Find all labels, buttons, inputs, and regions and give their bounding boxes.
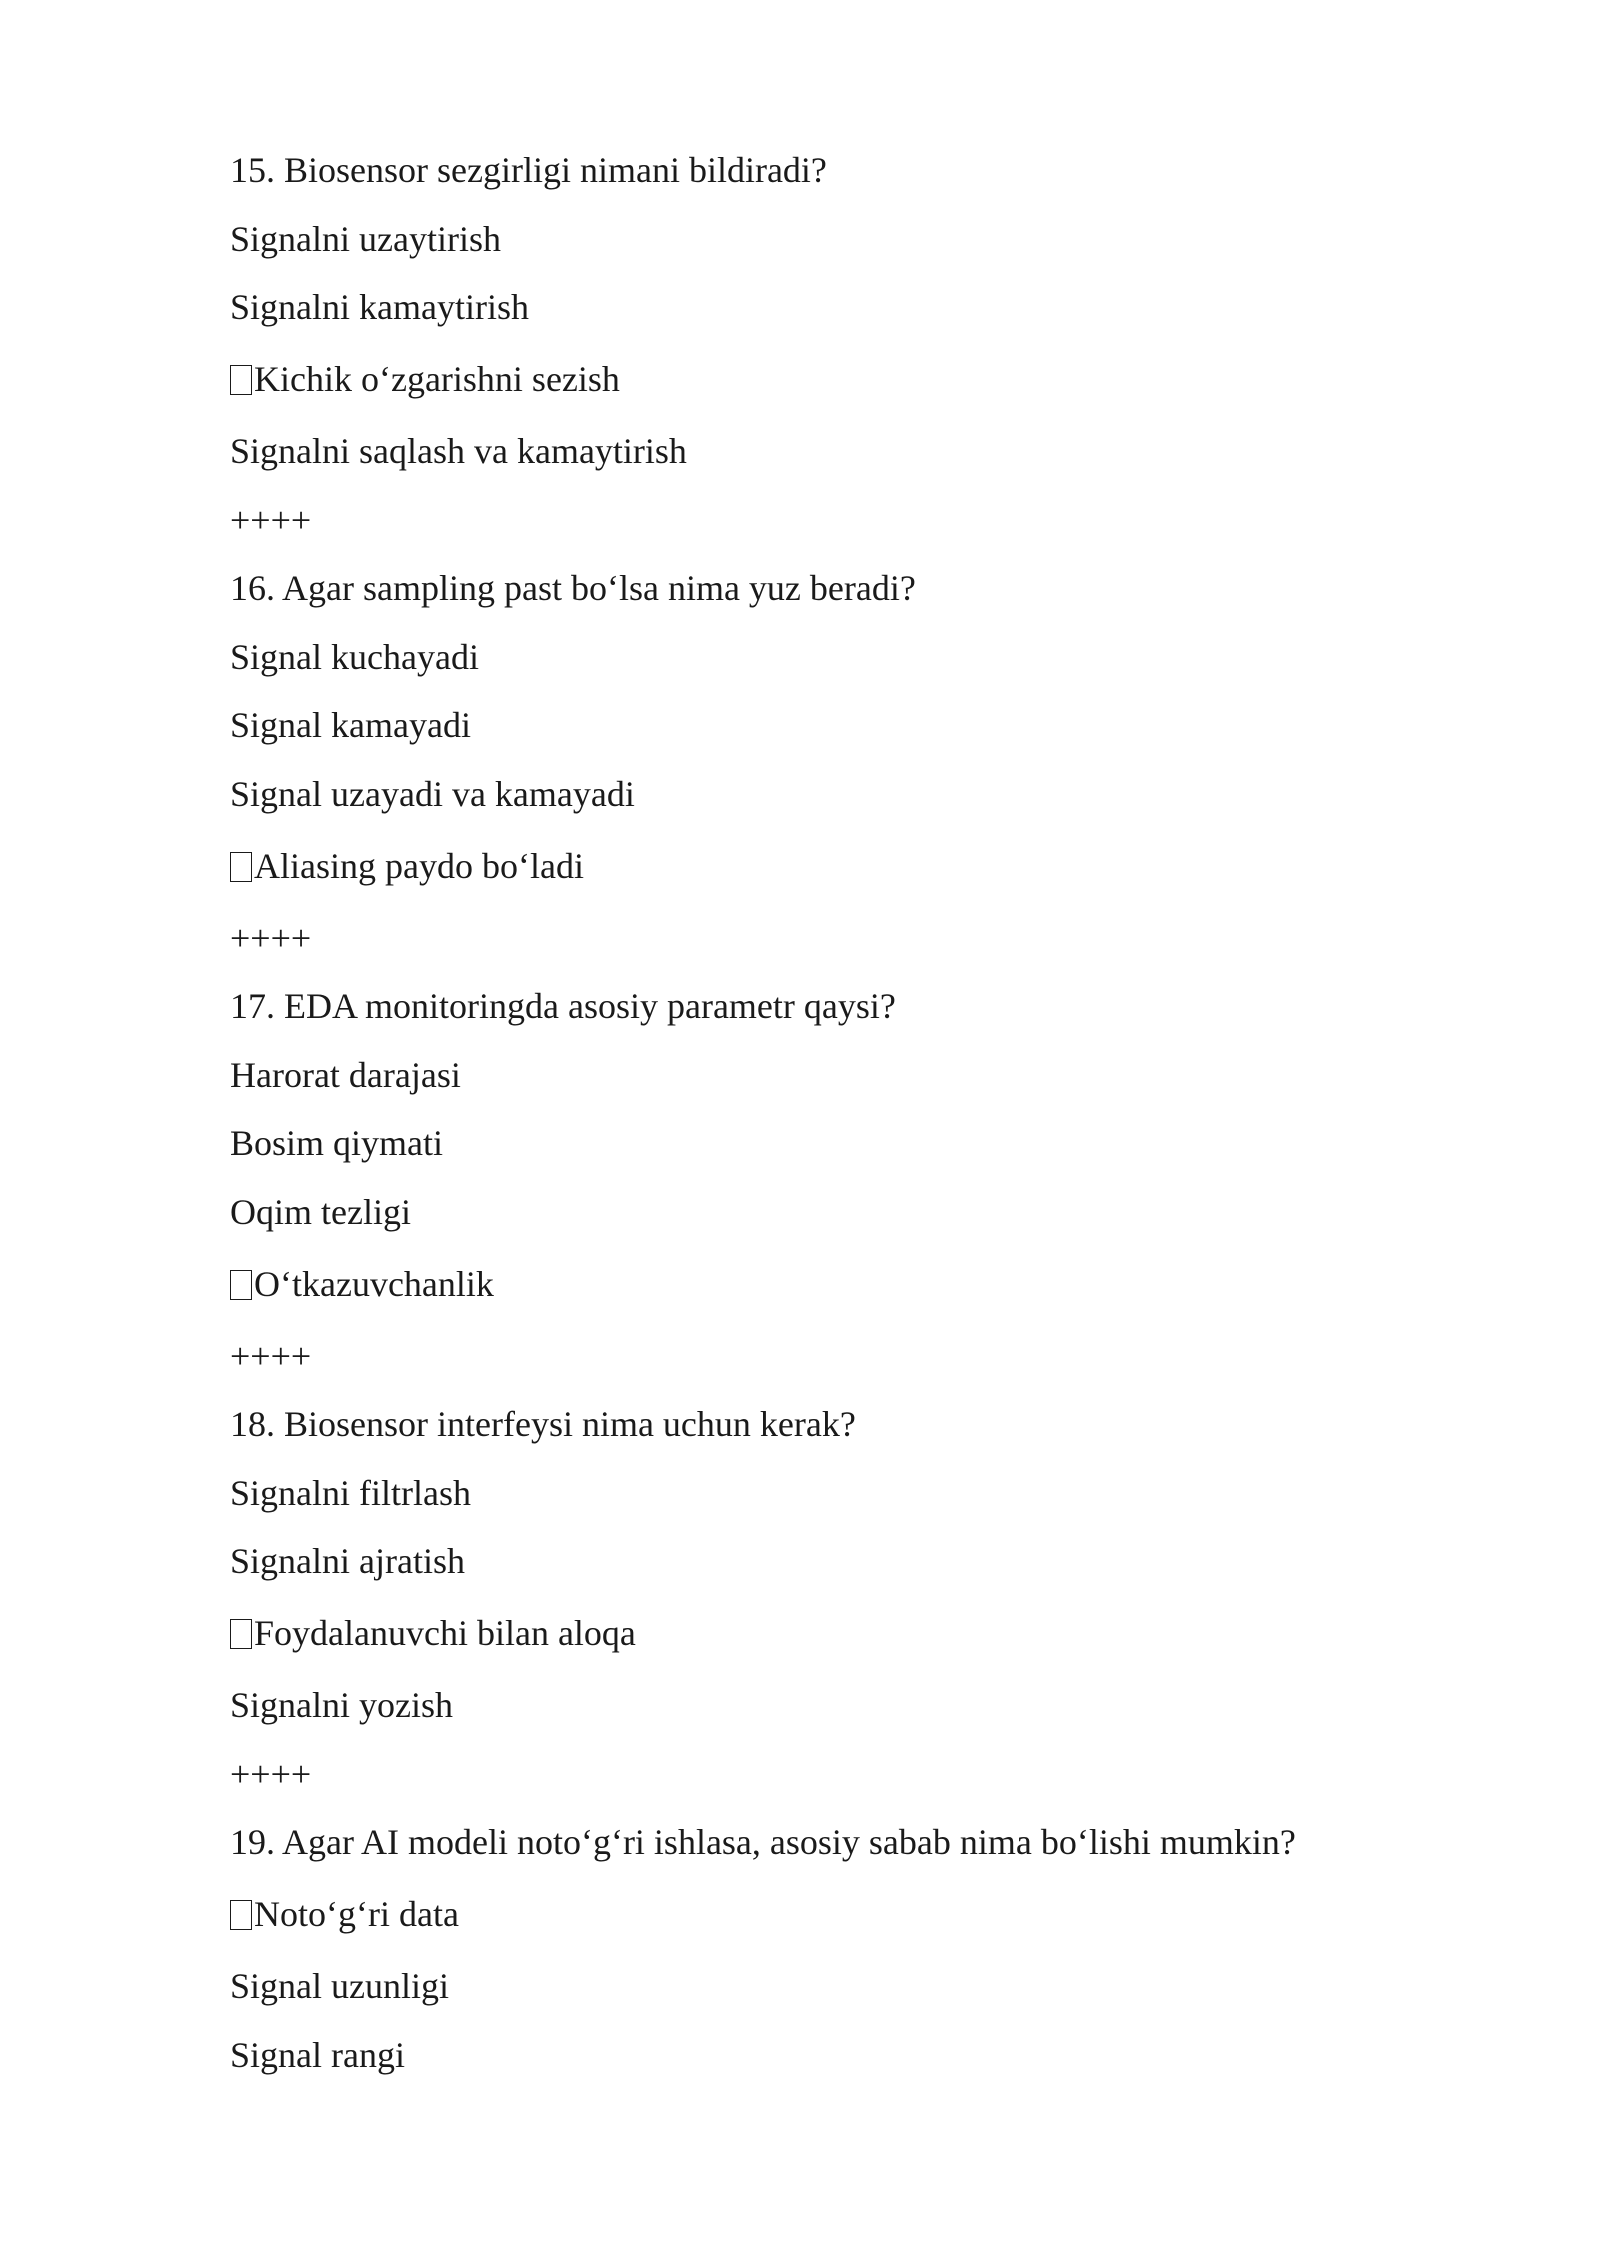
separator: ++++	[230, 499, 312, 540]
option-label: Noto‘g‘ri data	[254, 1894, 459, 1934]
missing-glyph-icon	[230, 365, 252, 395]
option-correct	[230, 1264, 1480, 1304]
separator: ++++	[230, 1335, 312, 1376]
option: Signal uzayadi va kamayadi	[230, 773, 635, 814]
option-label: Kichik o‘zgarishni sezish	[254, 359, 620, 399]
option: Signal kuchayadi	[230, 636, 479, 677]
option: Signalni kamaytirish	[230, 287, 529, 327]
option-correct	[230, 1894, 1480, 1934]
option-correct	[230, 846, 1480, 886]
missing-glyph-icon	[230, 852, 252, 882]
option-label: O‘tkazuvchanlik	[254, 1263, 494, 1304]
option: Oqim tezligi	[230, 1191, 411, 1232]
question-text: 15. Biosensor sezgirligi nimani bildiradi?	[230, 150, 827, 190]
question-text: 16. Agar sampling past bo‘lsa nima yuz beradi?	[230, 568, 916, 608]
option: Signalni yozish	[230, 1685, 453, 1725]
option: Harorat darajasi	[230, 1054, 461, 1095]
question-text: 17. EDA monitoringda asosiy parametr qaysi?	[230, 986, 896, 1026]
question-text: 18. Biosensor interfeysi nima uchun kerak?	[230, 1404, 856, 1444]
separator: ++++	[230, 917, 312, 958]
option: Signal uzunligi	[230, 1966, 449, 2006]
option: Signalni filtrlash	[230, 1472, 471, 1513]
option-correct	[230, 359, 1480, 399]
option-label: Foydalanuvchi bilan aloqa	[254, 1613, 636, 1653]
option: Signalni uzaytirish	[230, 218, 501, 259]
separator: ++++	[230, 1753, 312, 1794]
option: Signalni saqlash va kamaytirish	[230, 431, 687, 471]
question-text: 19. Agar AI modeli noto‘g‘ri ishlasa, asosiy sabab nima bo‘lishi mumkin?	[230, 1822, 1296, 1862]
option: Signal kamayadi	[230, 705, 471, 745]
document-page	[230, 150, 1480, 2075]
missing-glyph-icon	[230, 1619, 252, 1649]
option-correct	[230, 1613, 1480, 1653]
option: Signalni ajratish	[230, 1541, 465, 1581]
option: Bosim qiymati	[230, 1123, 444, 1163]
option: Signal rangi	[230, 2034, 405, 2075]
missing-glyph-icon	[230, 1900, 252, 1930]
missing-glyph-icon	[230, 1270, 252, 1300]
option-label: Aliasing paydo bo‘ladi	[254, 845, 584, 886]
